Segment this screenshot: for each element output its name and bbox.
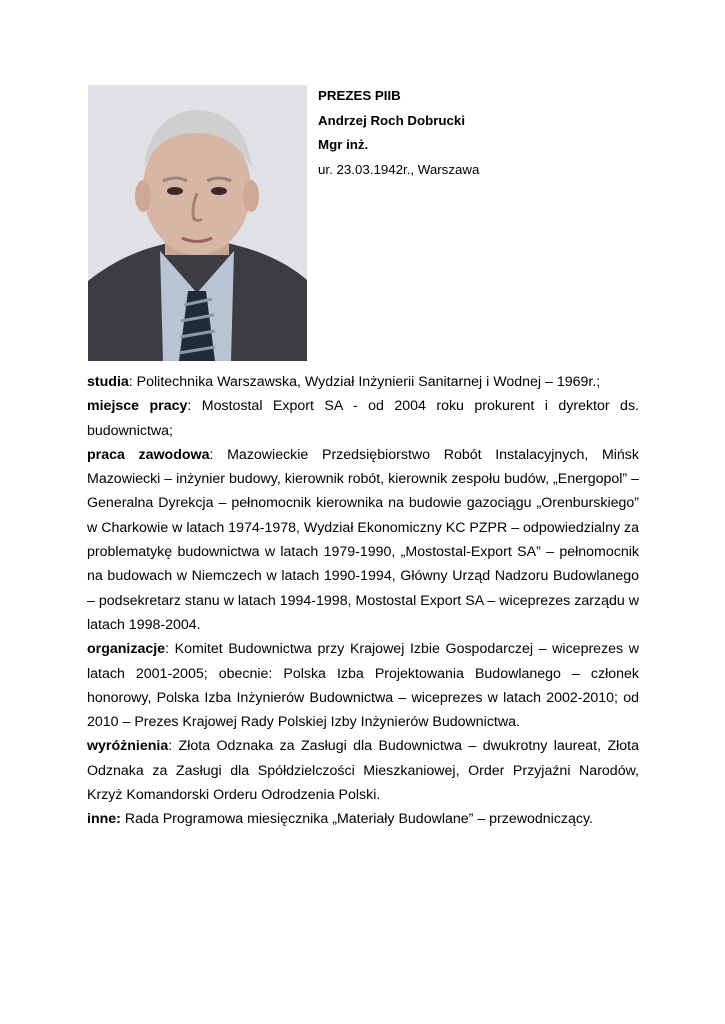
bio-separator: : bbox=[128, 374, 137, 390]
bio-section-awards bbox=[87, 734, 639, 807]
portrait-illustration bbox=[88, 85, 307, 361]
bio-section-workplace bbox=[87, 394, 639, 443]
bio-separator: : bbox=[187, 398, 202, 415]
bio-section-career bbox=[87, 443, 639, 637]
bio-separator: : bbox=[209, 446, 228, 463]
bio-text: Złota Odznaka za Zasługi dla Budownictwa – dwukrotny laureat, Złota Odznaka za Zasługi dla Spółdzielczości Mieszkaniowej, Order Przyjaźni Narodów, Krzyż Komandorski Orderu Odrodzenia Polski. bbox=[87, 738, 639, 804]
bio-term: wyróżnienia bbox=[87, 738, 169, 755]
bio-term: organizacje bbox=[87, 641, 166, 658]
bio-separator: : bbox=[165, 641, 175, 658]
profile-name: Andrzej Roch Dobrucki bbox=[318, 112, 466, 128]
bio-section-organizations bbox=[87, 637, 639, 734]
bio-term: praca zawodowa bbox=[87, 446, 210, 463]
bio-text: Politechnika Warszawska, Wydział Inżynierii Sanitarnej i Wodnej – 1969r.; bbox=[136, 374, 601, 390]
bio-text: Mazowieckie Przedsiębiorstwo Robót Instalacyjnych, Mińsk Mazowiecki – inżynier budowy, kierownik robót, kierownik zespołu budów, „Energopol” – Generalna Dyrekcja – pełnomocnik kierownika na budowie gazociągu „Orenburskiego” w Charkowie w latach 1974-1978, Wydział Ekonomiczny KC PZPR – odpowiedzialny za problematykę budownictwa w latach 1979-1990, „Mostostal-Export SA” – pełnomocnik na budowach w Niemczech w latach 1990-1994, Główny Urząd Nadzoru Budowlanego – podsekretarz stanu w latach 1994-1998, Mostostal Export SA – wiceprezes zarządu w latach 1998-2004. bbox=[87, 446, 639, 633]
portrait-photo bbox=[88, 85, 307, 361]
bio-section-other bbox=[87, 807, 639, 831]
bio-section-studies bbox=[87, 370, 639, 394]
bio-term: studia bbox=[87, 374, 129, 390]
biography bbox=[87, 370, 639, 832]
bio-text: Rada Programowa miesięcznika „Materiały Budowlane” – przewodniczący. bbox=[124, 811, 593, 828]
profile-role-title: PREZES PIIB bbox=[318, 88, 401, 103]
profile-birth: ur. 23.03.1942r., Warszawa bbox=[318, 161, 480, 177]
bio-text: Komitet Budownictwa przy Krajowej Izbie Gospodarczej – wiceprezes w latach 2001-2005; obecnie: Polska Izba Projektowania Budowlanego – członek honorowy, Polska Izba Inżynierów Budownictwa – wiceprezes w latach 2002-2010; od 2010 – Prezes Krajowej Rady Polskiej Izby Inżynierów Budownictwa. bbox=[87, 641, 640, 731]
bio-text: Mostostal Export SA - od 2004 roku prokurent i dyrektor ds. budownictwa; bbox=[87, 398, 639, 439]
profile-degree: Mgr inż. bbox=[318, 137, 369, 152]
bio-term: miejsce pracy bbox=[87, 398, 188, 415]
bio-term: inne: bbox=[87, 811, 121, 828]
profile-header bbox=[318, 84, 678, 182]
bio-separator: : bbox=[168, 738, 179, 755]
